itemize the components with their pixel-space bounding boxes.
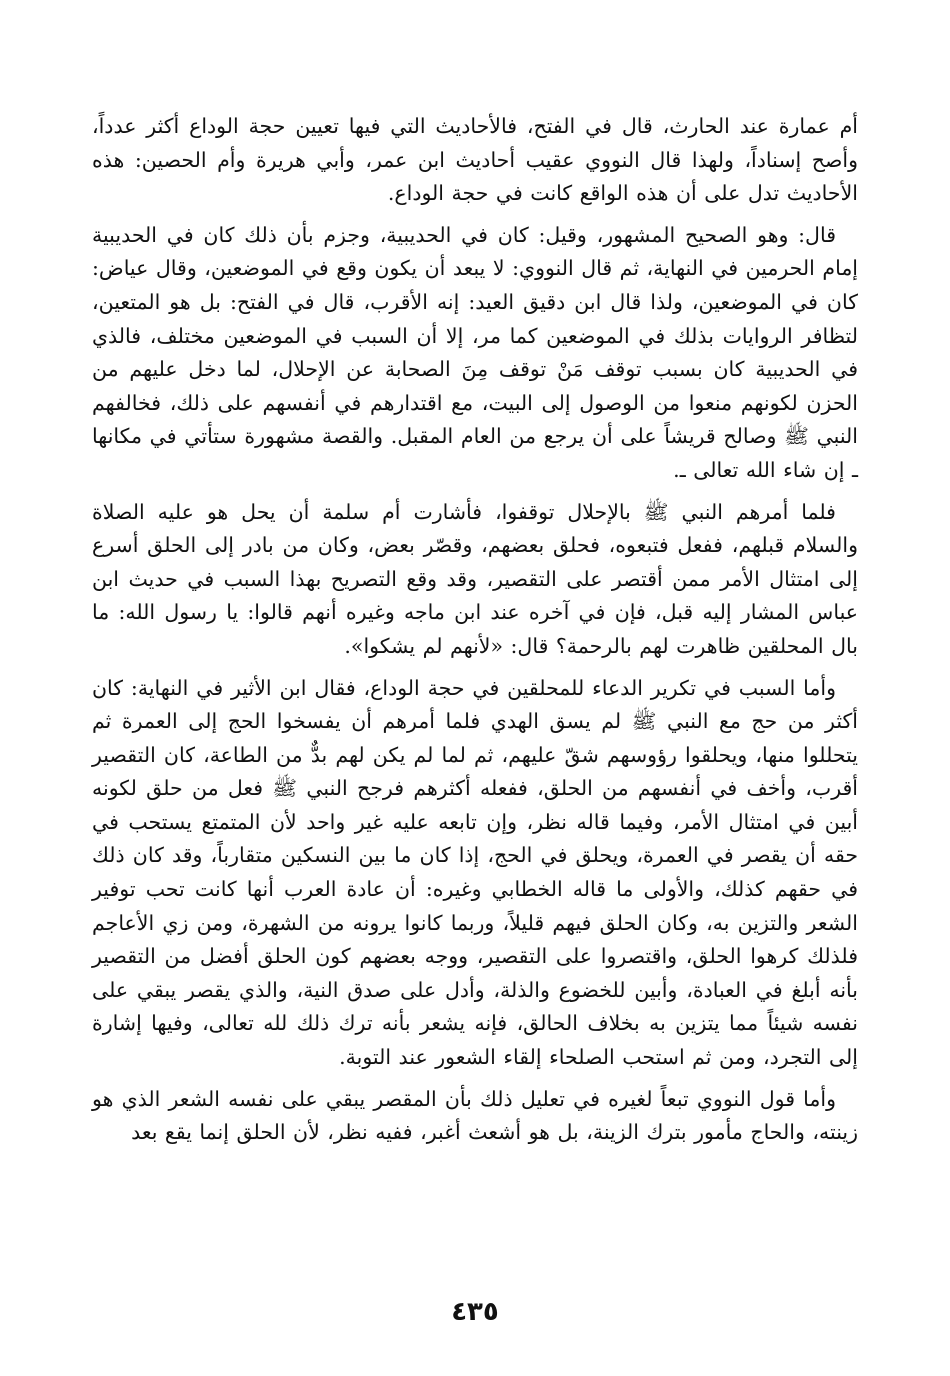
paragraph-5: وأما قول النووي تبعاً لغيره في تعليل ذلك بأن المقصر يبقي على نفسه الشعر الذي هو زينته، والحاج مأمور بترك الزينة، بل هو أشعث أغبر، ففيه نظر، لأن الحلق إنما يقع بعد	[92, 1086, 858, 1145]
paragraph-1: أم عمارة عند الحارث، قال في الفتح، فالأحاديث التي فيها تعيين حجة الوداع أكثر عدداً، وأصح إسناداً، ولهذا قال النووي عقيب أحاديث ابن عمر، وأبي هريرة وأم الحصين: هذه الأحاديث تدل على أن هذه الواقع كانت في حجة الوداع.	[92, 114, 858, 206]
paragraph-4: وأما السبب في تكرير الدعاء للمحلقين في حجة الوداع، فقال ابن الأثير في النهاية: كان أكثر من حج مع النبي ﷺ لم يسق الهدي فلما أمرهم أن يفسخوا الحج إلى العمرة ثم يتحللوا منها، ويحلقوا رؤوسهم شقّ عليهم، ثم لما لم يكن لهم بدٌّ من الطاعة، كان التقصير أقرب، وأخف في أنفسهم من الحلق، ففعله أكثرهم فرجح النبي ﷺ فعل من حلق لكونه أبين في امتثال الأمر، وفيما قاله نظر، وإن تابعه عليه غير واحد لأن المتمتع يستحب في حقه أن يقصر في العمرة، ويحلق في الحج، إذا كان ما بين النسكين متقارباً، وقد كان ذلك في حقهم كذلك، والأولى ما قاله الخطابي وغيره: أن عادة العرب أنها كانت تحب توفير الشعر والتزين به، وكان الحلق فيهم قليلاً، وربما كانوا يرونه من الشهرة، ومن زي الأعاجم فلذلك كرهوا الحلق، واقتصروا على التقصير، ووجه بعضهم كون الحلق أفضل من التقصير بأنه أبلغ في العبادة، وأبين للخضوع والذلة، وأدل على صدق النية، والذي يقصر يبقي على نفسه شيئاً مما يتزين به بخلاف الحالق، فإنه يشعر بأنه ترك ذلك لله تعالى، وفيها إشارة إلى التجرد، ومن ثم استحب الصلحاء إلقاء الشعور عند التوبة.	[92, 675, 858, 1070]
page-number: ٤٣٥	[451, 1297, 499, 1327]
paragraph-2: قال: وهو الصحيح المشهور، وقيل: كان في الحديبية، وجزم بأن ذلك كان في الحديبية إمام الحرمين في النهاية، ثم قال النووي: لا يبعد أن يكون وقع في الموضعين، وقال عياض: كان في الموضعين، ولذا قال ابن دقيق العيد: إنه الأقرب، قال في الفتح: بل هو المتعين، لتظافر الروايات بذلك في الموضعين كما مر، إلا أن السبب في الموضعين مختلف، فالذي في الحديبية كان بسبب توقف مَنْ توقف مِنَ الصحابة عن الإحلال، لما دخل عليهم من الحزن لكونهم منعوا من الوصول إلى البيت، مع اقتدارهم في أنفسهم على ذلك، فخالفهم النبي ﷺ وصالح قريشاً على أن يرجع من العام المقبل. والقصة مشهورة ستأتي في مكانها ـ إن شاء الله تعالى ـ.	[92, 222, 858, 482]
paragraph-3: فلما أمرهم النبي ﷺ بالإحلال توقفوا، فأشارت أم سلمة أن يحل هو عليه الصلاة والسلام قبلهم، ففعل فتبعوه، فحلق بعضهم، وقصّر بعض، وكان من بادر إلى الحلق أسرع إلى امتثال الأمر ممن أقتصر على التقصير، وقد وقع التصريح بهذا السبب في حديث ابن عباس المشار إليه قبل، فإن في آخره عند ابن ماجه وغيره أنهم قالوا: يا رسول الله: ما بال المحلقين ظاهرت لهم بالرحمة؟ قال: «لأنهم لم يشكوا».	[92, 499, 858, 658]
